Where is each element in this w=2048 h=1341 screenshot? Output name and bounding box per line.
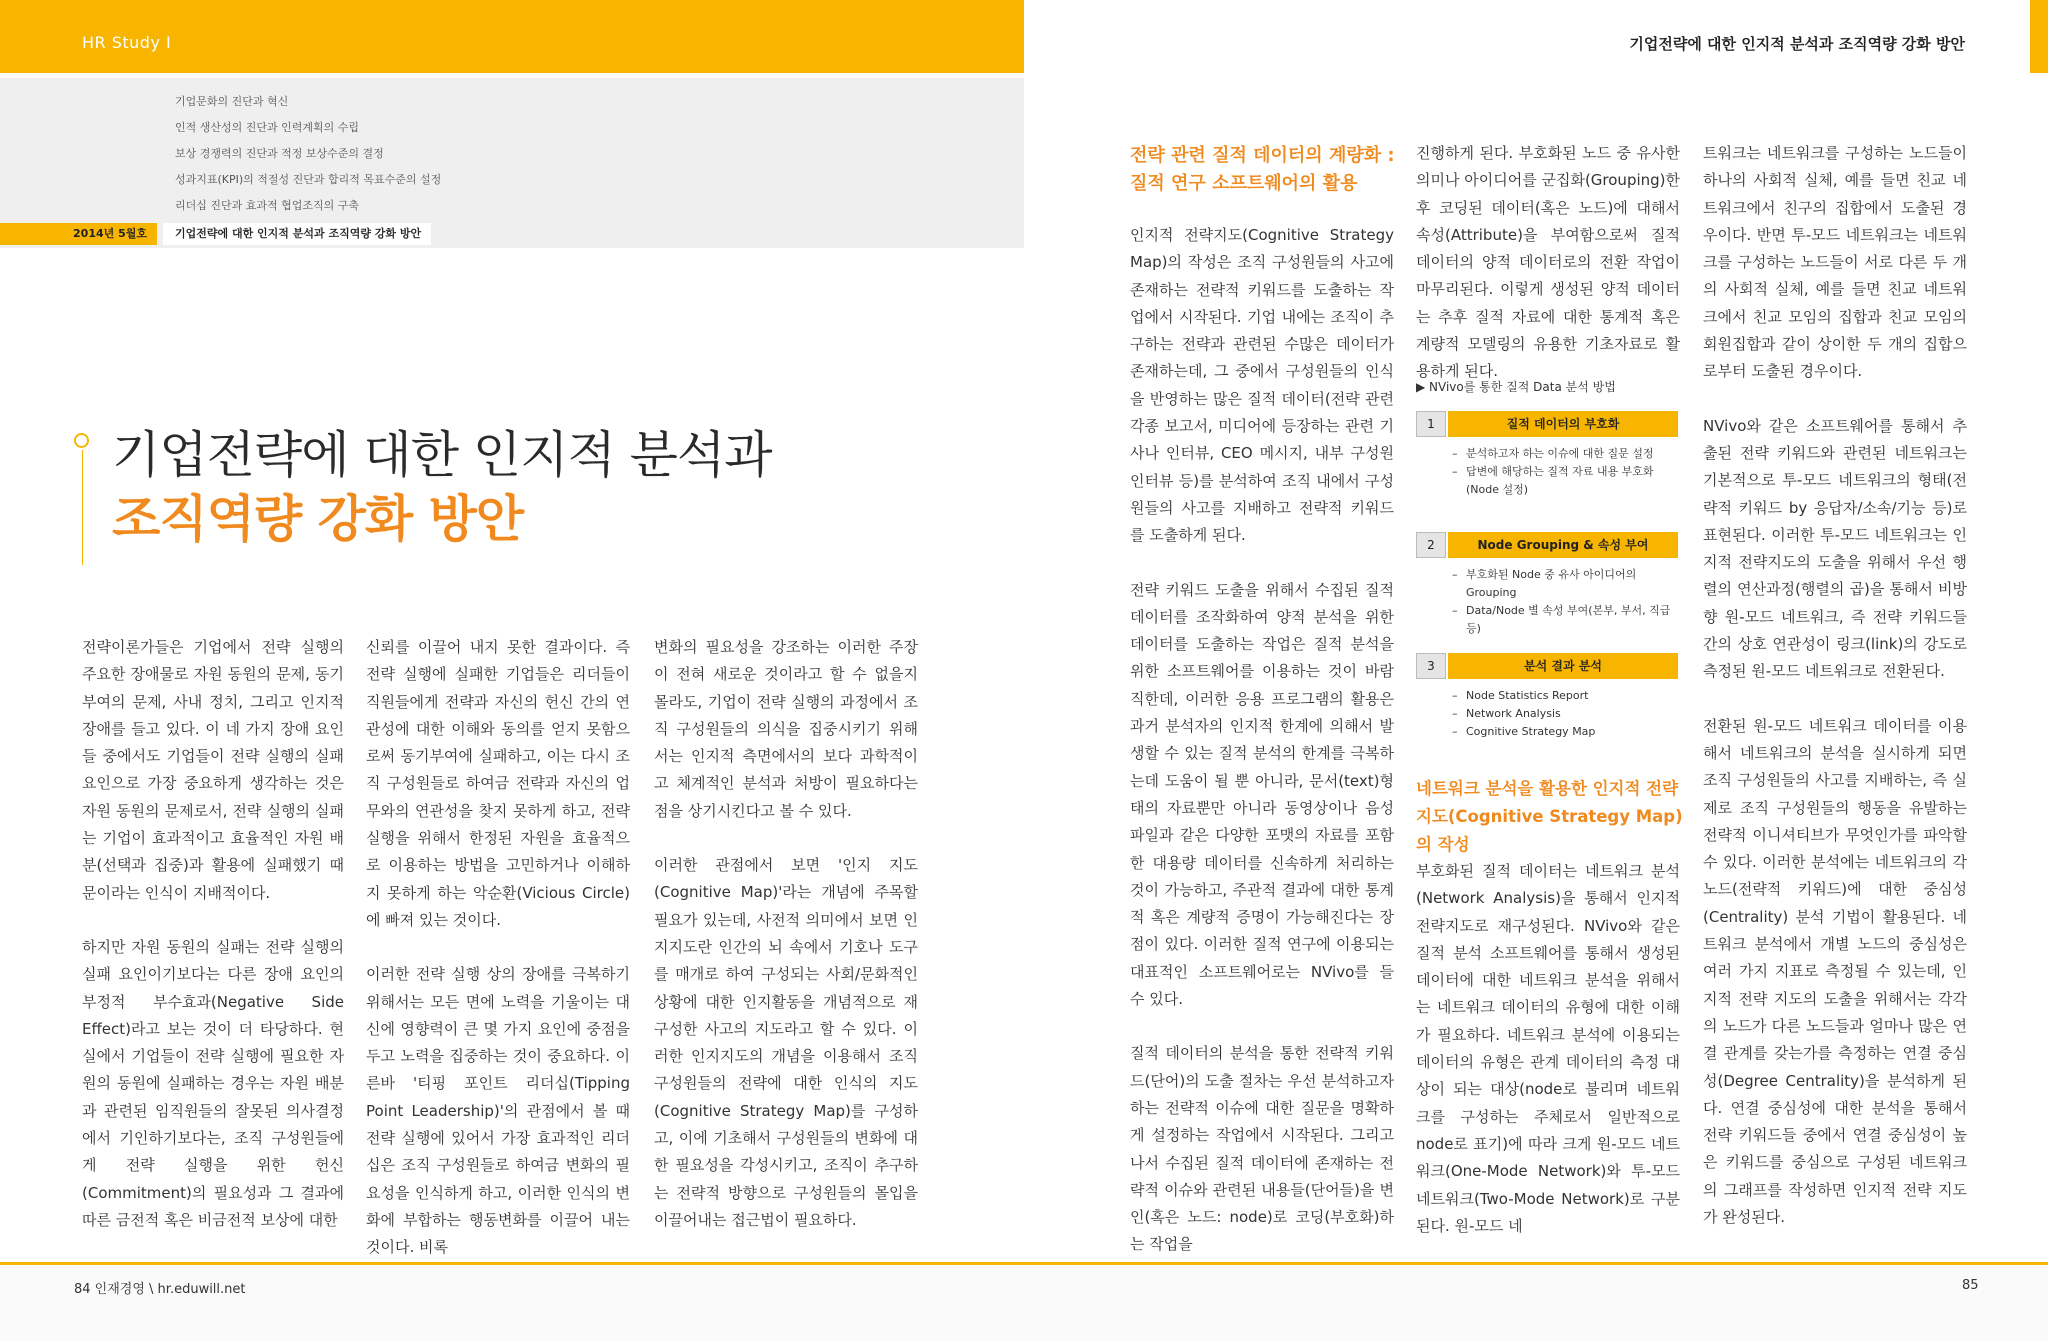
step-item: – Network Analysis (1452, 705, 1682, 723)
series-item: 성과지표(KPI)의 적절성 진단과 합리적 목표수준의 설정 (175, 173, 442, 186)
step-item: – 분석하고자 하는 이슈에 대한 질문 설정 (1452, 445, 1682, 463)
footer-page-right: 85 (1962, 1278, 1979, 1293)
step-item: – Cognitive Strategy Map (1452, 723, 1682, 741)
series-item: 보상 경쟁력의 진단과 적정 보상수준의 결정 (175, 147, 384, 160)
paragraph: 인지적 전략지도(Cognitive Strategy Map)의 작성은 조직 구성원들의 사고에 존재하는 전략적 키워드를 도출하는 작업에서 시작된다. 기업 내에는 조직이 추구하는 전략과 관련된 수많은 데이터가 존재하는데, 그 중에서 구성원들의 인식을 반영하는 많은 질적 데이터(전략 관련 각종 보고서, 미디어에 등장하는 관련 기사나 인터뷰, CEO 메시지, 내부 구성원 인터뷰 등)를 분석하여 조직 내에서 구성원들의 사고를 지배하고 전략적 키워드를 도출하게 된다. (1130, 226, 1394, 545)
paragraph: 이러한 관점에서 보면 '인지 지도(Cognitive Map)'라는 개념에 주목할 필요가 있는데, 사전적 의미에서 보면 인지지도란 인간의 뇌 속에서 기호나 도구를 매개로 하여 구성되는 사회/문화적인 상황에 대한 인지활동을 개념적으로 재구성한 사고의 지도라고 할 수 있다. 이러한 인지지도의 개념을 이용해서 조직 구성원들의 전략에 대한 인식의 지도(Cognitive Strategy Map)를 구성하고, 이에 기초해서 구성원들의 변화에 대한 필요성을 각성시키고, 조직이 추구하는 전략적 방향으로 구성원들의 몰입을 이끌어내는 접근법이 필요하다. (654, 856, 918, 1229)
article-title-line1: 기업전략에 대한 인지적 분석과 (112, 426, 772, 484)
section-heading-a: 전략 관련 질적 데이터의 계량화 : 질적 연구 소프트웨어의 활용 (1130, 145, 1395, 194)
step-3-items (1452, 687, 1682, 741)
body-column-1 (82, 634, 344, 1234)
step-label: 질적 데이터의 부호화 (1448, 411, 1678, 437)
step-number: 2 (1416, 532, 1446, 558)
paragraph: 전략 키워드 도출을 위해서 수집된 질적 데이터를 조작화하여 양적 분석을 위한 데이터를 도출하는 작업은 질적 분석을 위한 소프트웨어를 이용하는 것이 바람직한데, 이러한 응용 프로그램의 활용은 과거 분석자의 인지적 한계에 의해서 발생할 수 있는 질적 분석의 한계를 극복하는데 도움이 될 뿐 아니라, 문서(text)형태의 자료뿐만 아니라 동영상이나 음성파일과 같은 다양한 포맷의 자료를 포함한 대용량 데이터를 신속하게 처리하는 것이 가능하고, 주관적 결과에 대한 통계적 혹은 계량적 증명이 가능해진다는 장점이 있다. 이러한 질적 연구에 이용되는 대표적인 소프트웨어로는 NVivo를 들 수 있다. (1130, 580, 1394, 1009)
step-item: – Node Statistics Report (1452, 687, 1682, 705)
paragraph: 전략이론가들은 기업에서 전략 실행의 주요한 장애물로 자원 동원의 문제, 동기부여의 문제, 사내 정치, 그리고 인지적 장애를 들고 있다. 이 네 가지 장애 요인들 중에서도 기업들이 전략 실행의 실패 요인으로 가장 중요하게 생각하는 것은 자원 동원의 문제로서, 전략 실행의 실패는 기업이 효과적이고 효율적인 자원 배분(선택과 집중)과 활용에 실패했기 때문이라는 인식이 지배적이다. (82, 638, 344, 902)
step-number: 1 (1416, 411, 1446, 437)
running-title: 기업전략에 대한 인지적 분석과 조직역량 강화 방안 (1629, 35, 1965, 53)
paragraph: 신뢰를 이끌어 내지 못한 결과이다. 즉 전략 실행에 실패한 기업들은 리더들이 직원들에게 전략과 자신의 헌신 간의 연관성에 대한 이해와 동의를 얻지 못함으로써 동기부여에 실패하고, 이는 다시 조직 구성원들로 하여금 전략과 자신의 업무와의 연관성을 찾지 못하게 하고, 전략 실행을 위해서 한정된 자원을 효율적으로 이용하는 방법을 고민하거나 이해하지 못하게 하는 악순환(Vicious Circle)에 빠져 있는 것이다. (366, 638, 630, 929)
paragraph: 변화의 필요성을 강조하는 이러한 주장이 전혀 새로운 것이라고 할 수 없을지 몰라도, 기업이 전략 실행의 과정에서 조직 구성원들의 의식을 집중시키기 위해서는 인지적 측면에서의 보다 과학적이고 체계적인 분석과 처방이 필요하다는 점을 상기시킨다고 볼 수 있다. (654, 638, 918, 820)
step-item: – Data/Node 별 속성 부여(본부, 부서, 직급 등) (1452, 602, 1682, 638)
step-label: Node Grouping & 속성 부여 (1448, 532, 1678, 558)
series-item: 기업문화의 진단과 혁신 (175, 95, 289, 108)
footer-background (0, 1266, 2048, 1341)
footer-rule (0, 1262, 2048, 1265)
step-1-items (1452, 445, 1682, 499)
paragraph: NVivo와 같은 소프트웨어를 통해서 추출된 전략 키워드와 관련된 네트워크는 기본적으로 투-모드 네트워크의 형태(전략적 키워드 by 응답자/소속/기능 등)로 표현된다. 이러한 투-모드 네트워크는 인지적 전략지도의 도출을 위해서 우선 행렬의 연산과정(행렬의 곱)을 통해서 비방향 원-모드 네트워크, 즉 전략 키워드들 간의 상호 연관성이 링크(link)의 강도로 측정된 원-모드 네트워크로 전환된다. (1703, 416, 1967, 681)
section-heading-b: 네트워크 분석을 활용한 인지적 전략지도(Cognitive Strategy Map)의 작성 (1416, 779, 1683, 854)
article-title-line2: 조직역량 강화 방안 (112, 490, 524, 548)
series-item: 인적 생산성의 진단과 인력계획의 수립 (175, 121, 360, 134)
diagram-step-3 (1416, 653, 1678, 679)
issue-current-title: 기업전략에 대한 인지적 분석과 조직역량 강화 방안 (163, 223, 431, 245)
diagram-step-2 (1416, 532, 1678, 558)
paragraph: 질적 데이터의 분석을 통한 전략적 키워드(단어)의 도출 절차는 우선 분석하고자 하는 전략적 이슈에 대한 질문을 명확하게 설정하는 작업에서 시작된다. 그리고 나서 수집된 질적 데이터에 존재하는 전략적 이슈와 관련된 내용들(단어들)을 변인(혹은 노드: node)로 코딩(부호화)하는 작업을 (1130, 1044, 1394, 1254)
body-column-6 (1703, 140, 1967, 1231)
header-corner-accent (2030, 0, 2048, 73)
body-column-5-top (1416, 140, 1680, 386)
title-divider (82, 450, 83, 565)
diagram-step-1 (1416, 411, 1678, 437)
paragraph: 하지만 자원 동원의 실패는 전략 실행의 실패 요인이기보다는 다른 장애 요인의 부정적 부수효과(Negative Side Effect)라고 보는 것이 더 타당하다. 현실에서 기업들이 전략 실행에 필요한 자원의 동원에 실패하는 경우는 자원 배분과 관련된 임직원들의 잘못된 의사결정에서 기인하기보다는, 조직 구성원들에게 전략 실행을 위한 헌신(Commitment)의 필요성과 그 결과에 따른 금전적 혹은 비금전적 보상에 대한 (82, 937, 344, 1229)
body-column-4 (1130, 222, 1394, 1259)
paragraph: 전환된 원-모드 네트워크 데이터를 이용해서 네트워크의 분석을 실시하게 되면 조직 구성원들의 사고를 지배하는, 즉 실제로 조직 구성원들의 행동을 유발하는 전략적 이니셔티브가 무엇인가를 파악할 수 있다. 이러한 분석에는 네트워크의 각 노드(전략적 키워드)에 대한 중심성(Centrality) 분석 기법이 활용된다. 네트워크 분석에서 개별 노드의 중심성은 여러 가지 지표로 측정될 수 있는데, 인지적 전략 지도의 도출을 위해서는 각각의 노드가 다른 노드들과 얼마나 많은 연결 관계를 갖는가를 측정하는 연결 중심성(Degree Centrality)을 분석하게 된다. 연결 중심성에 대한 분석을 통해서 전략 키워드들 중에서 연결 중심성이 높은 키워드를 중심으로 구성된 네트워크의 그래프를 작성하면 인지적 전략 지도가 완성된다. (1703, 716, 1967, 1226)
step-number: 3 (1416, 653, 1446, 679)
series-list (175, 94, 441, 224)
body-column-3 (654, 634, 918, 1234)
body-column-2 (366, 634, 630, 1262)
step-item: – 답변에 해당하는 질적 자료 내용 부호화 (Node 설정) (1452, 463, 1682, 499)
paragraph: 부호화된 질적 데이터는 네트워크 분석(Network Analysis)을 통해서 인지적 전략지도로 재구성된다. NVivo와 같은 질적 분석 소프트웨어를 통해서 생성된 데이터에 대한 네트워크 분석을 위해서는 네트워크 데이터의 유형에 대한 이해가 필요하다. 네트워크 분석에 이용되는 데이터의 유형은 관계 데이터의 측정 대상이 되는 대상(node로 불리며 네트워크를 구성하는 주체로서 일반적으로 node로 표기)에 따라 크게 원-모드 네트워크(One-Mode Network)와 투-모드 네트워크(Two-Mode Network)로 구분된다. 원-모드 네 (1416, 862, 1680, 1235)
section-label: HR Study Ⅰ (82, 33, 172, 52)
title-bullet-icon (74, 433, 89, 448)
body-column-5-bottom (1416, 858, 1680, 1240)
diagram-title: ▶ NVivo를 통한 질적 Data 분석 방법 (1416, 380, 1616, 394)
series-item: 리더십 진단과 효과적 협업조직의 구축 (175, 199, 360, 212)
paragraph: 트워크는 네트워크를 구성하는 노드들이 하나의 사회적 실체, 예를 들면 친교 네트워크에서 친구의 집합에서 도출된 경우이다. 반면 투-모드 네트워크는 네트워크를 구성하는 노드들이 서로 다른 두 개의 사회적 실체, 예를 들면 친교 네트워크에서 친교 모임의 집합과 친교 모임의 회원집합과 같이 상이한 두 개의 집합으로부터 도출된 경우이다. (1703, 144, 1967, 381)
issue-date-tag: 2014년 5월호 (0, 223, 157, 245)
step-label: 분석 결과 분석 (1448, 653, 1678, 679)
paragraph: 이러한 전략 실행 상의 장애를 극복하기 위해서는 모든 면에 노력을 기울이는 대신에 영향력이 큰 몇 가지 요인에 중점을 두고 노력을 집중하는 것이 중요하다. 이른바 '티핑 포인트 리더십(Tipping Point Leadership)'의 관점에서 볼 때 전략 실행에 있어서 가장 효과적인 리더십은 조직 구성원들로 하여금 변화의 필요성을 인식하게 하고, 이러한 인식의 변화에 부합하는 행동변화를 이끌어 내는 것이다. 비록 (366, 965, 630, 1257)
step-item: – 부호화된 Node 중 유사 아이디어의 Grouping (1452, 566, 1682, 602)
step-2-items (1452, 566, 1682, 638)
paragraph: 진행하게 된다. 부호화된 노드 중 유사한 의미나 아이디어를 군집화(Grouping)한 후 코딩된 데이터(혹은 노드)에 대해서 속성(Attribute)을 부여함으로써 질적 데이터의 양적 데이터로의 전환 작업이 마무리된다. 이렇게 생성된 양적 데이터는 추후 질적 자료에 대한 통계적 혹은 계량적 모델링의 유용한 기초자료로 활용하게 된다. (1416, 144, 1680, 381)
footer-page-left: 84 인재경영 \ hr.eduwill.net (74, 1282, 246, 1297)
